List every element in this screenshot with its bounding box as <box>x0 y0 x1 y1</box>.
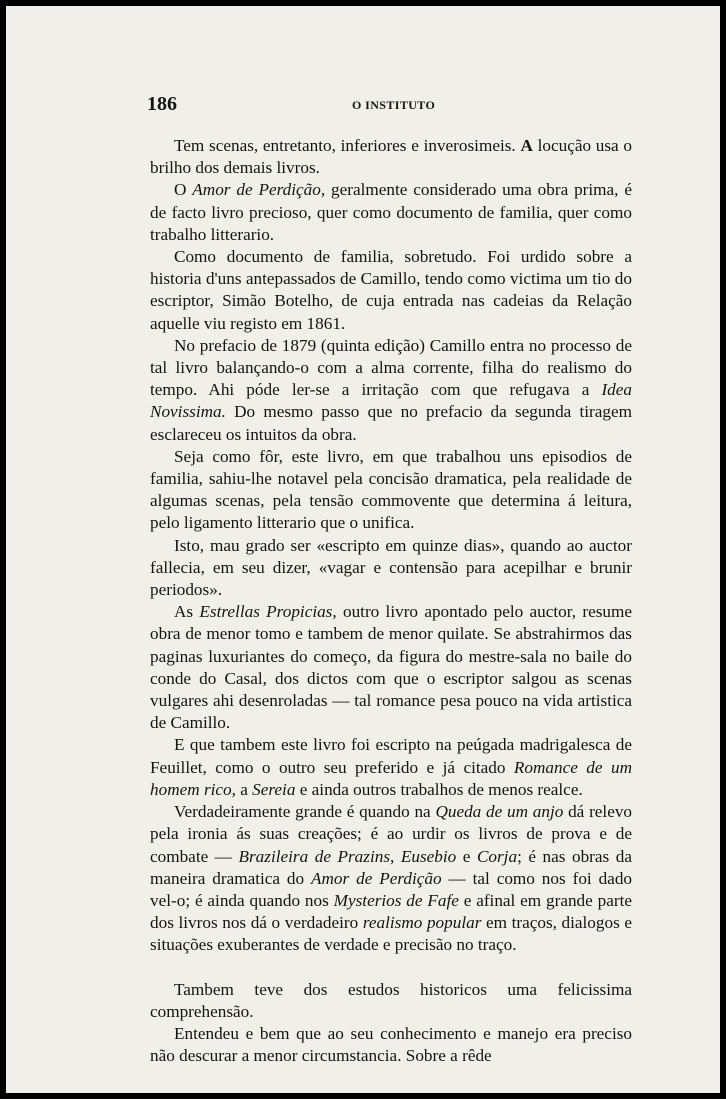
paragraph-2 <box>150 179 632 246</box>
paragraph-1 <box>150 135 632 179</box>
text-run: geralmente considerado uma obra prima, é de facto livro precioso, quer como documento de familia, quer como trabalho litterario. <box>150 180 632 244</box>
text-run: E que tambem este livro foi escripto na peúgada madrigalesca de Feuillet, como o outro seu preferido e já citado <box>150 735 632 777</box>
text-run: — tal como nos foi dado vel-o; é ainda quando nos <box>150 868 633 910</box>
text-run: e afinal em grande parte dos livros nos dá o verdadeiro <box>150 890 632 933</box>
text-run: Como documento de familia, sobretudo. Foi urdido sobre a historia d'uns antepassados de Camillo, tendo como victima um tio do escriptor, Simão Botelho, de cuja entrada nas cadeias da Relação aquelle viu registo em 1861. <box>150 247 632 333</box>
text-run: As <box>174 602 200 622</box>
text-run: Entendeu e bem que ao seu conhecimento e manejo era preciso não descurar a menor circumstancia. Sobre a rêde <box>150 1023 632 1066</box>
italic-run: Idea Novissima. <box>150 380 632 422</box>
text-run: Tem scenas, entretanto, inferiores e inverosimeis. <box>174 136 521 155</box>
bold-run: A <box>520 136 533 155</box>
italic-run: realismo popular <box>362 913 482 933</box>
text-run: Seja como fôr, este livro, em que trabalhou uns episodios de familia, sahiu-lhe notavel pela concisão dramatica, pela realidade de algumas scenas, pela tensão commovente que determina á leitura, pelo ligamento litterario que o unifica. <box>150 446 632 533</box>
italic-run: Amor de Perdição <box>311 868 442 888</box>
paragraph-5 <box>150 446 632 535</box>
text-run: outro livro apontado pelo auctor, resume obra de menor tomo e tambem de menor quilate. Se abstrahirmos das paginas luxuriantes do começo, da figura do mestre-sala no baile do conde do Casal, dos dictos com que o escriptor salgou as scenas vulgares ahi desenroladas — tal romance pesa pouco na vida artistica de Camillo. <box>150 602 632 733</box>
paragraph-6 <box>150 535 632 602</box>
paragraph-4 <box>150 335 632 446</box>
italic-run: Romance de um homem rico, <box>150 757 632 799</box>
italic-run: Estrellas Propicias, <box>199 602 337 622</box>
italic-run: Queda de um anjo <box>435 802 564 822</box>
paragraph-7 <box>150 601 632 734</box>
paragraph-9 <box>150 801 632 956</box>
text-run: Tambem teve dos estudos historicos uma felicissima comprehensão. <box>150 979 632 1021</box>
text-run: e <box>456 846 477 866</box>
running-head: O INSTITUTO <box>352 98 436 112</box>
paragraph-11 <box>150 1023 632 1067</box>
text-run: Verdadeiramente grande é quando na <box>174 802 436 822</box>
text-run: ; é nas obras da maneira dramatica do <box>150 846 632 888</box>
paragraph-3 <box>150 246 632 335</box>
italic-run: Brazileira de Prazins, Eusebio <box>238 846 457 866</box>
paragraph-10 <box>150 979 632 1023</box>
italic-run: Sereia <box>252 779 296 799</box>
page-header <box>147 93 632 115</box>
text-run: em traços, dialogos e situações exuberantes de verdade e precisão no traço. <box>150 913 633 955</box>
italic-run: Amor de Perdição, <box>192 180 326 200</box>
text-run: Do mesmo passo que no prefacio da segunda tiragem esclareceu os intuitos da obra. <box>150 402 632 444</box>
italic-run: Corja <box>476 846 518 866</box>
body-text <box>150 135 632 1067</box>
text-run: Isto, mau grado ser «escripto em quinze dias», quando ao auctor fallecia, em seu dizer, «vagar e contensão para acepilhar e brunir periodos». <box>150 535 632 600</box>
text-run: a <box>235 779 253 799</box>
italic-run: Mysterios de Fafe <box>333 890 459 910</box>
text-run: locução usa o brilho dos demais livros. <box>150 136 633 178</box>
text-run: O <box>174 180 193 200</box>
text-run: dá relevo pela ironia ás suas creações; é ao urdir os livros de prova e de combate — <box>150 802 633 866</box>
page-number: 186 <box>147 93 177 115</box>
text-run: e ainda outros trabalhos de menos realce. <box>295 779 583 799</box>
text-run: No prefacio de 1879 (quinta edição) Camillo entra no processo de tal livro balançando-o com a alma corrente, filha do realismo do tempo. Ahi póde ler-se a irritação com que refugava a <box>150 335 632 400</box>
paragraph-8 <box>150 734 632 801</box>
